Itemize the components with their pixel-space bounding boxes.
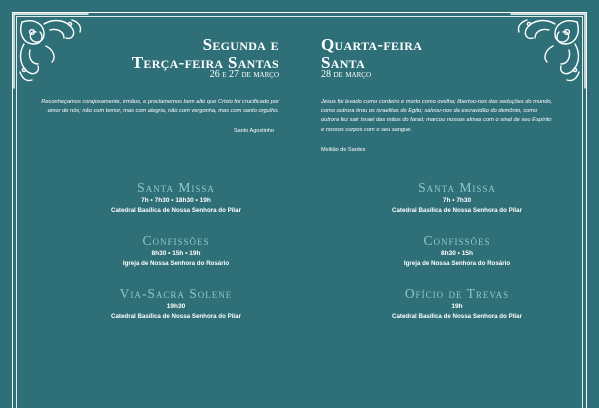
right-event-confissoes	[337, 233, 577, 268]
left-event-santa-missa	[56, 180, 296, 215]
event-title: Via-Sacra Solene	[119, 286, 233, 301]
right-quote: Jesus foi levado como cordeiro e morto como ovelha; libertou-nos das seduções do mundo, como outrora tirou os israelitas do Egito; salvou-nos da escravidão do demônio, como outrora fez sair Israel das mãos do faraó; marcou nossas almas com o sinal de seu Espírito e nossos corpos com o seu sangue.	[321, 99, 553, 133]
left-heading-line1: Segunda e	[202, 35, 279, 54]
right-event-oficio-de-trevas	[337, 286, 577, 321]
event-place: Catedral Basílica de Nossa Senhora do Pilar	[111, 313, 241, 320]
event-title: Ofício de Trevas	[404, 286, 510, 301]
event-place: Igreja de Nossa Senhora do Rosário	[122, 260, 230, 267]
event-place: Igreja de Nossa Senhora do Rosário	[403, 260, 511, 267]
event-title: Confissões	[423, 233, 491, 248]
corner-ornament-left-icon	[10, 10, 92, 92]
right-quote-author: Melitão de Sardes	[321, 147, 366, 153]
left-heading	[132, 36, 279, 72]
corner-ornament-right-icon	[507, 10, 589, 92]
right-date: 28 de março	[321, 69, 372, 80]
event-title: Confissões	[142, 233, 210, 248]
right-heading-line2: Santa	[321, 53, 366, 72]
event-times: 19h30	[166, 303, 186, 310]
right-heading-line1: Quarta-feira	[321, 35, 423, 54]
left-quote: Reconheçamos corajosamente, irmãos, e proclamemos bem alto que Cristo foi crucificado por amor de nós; não com temor, mas com alegria, não com vergonha, mas com santo orgulho.	[41, 99, 279, 115]
event-times: 19h	[451, 303, 463, 310]
right-event-santa-missa	[337, 180, 577, 215]
event-times: 8h30 • 15h	[441, 250, 473, 257]
event-times: 8h30 • 15h • 19h	[151, 250, 201, 257]
left-event-confissoes	[56, 233, 296, 268]
left-date: 26 e 27 de março	[209, 69, 279, 80]
left-event-via-sacra	[56, 286, 296, 321]
left-quote-author: Santo Agostinho	[233, 128, 274, 134]
event-place: Catedral Basílica de Nossa Senhora do Pilar	[392, 207, 522, 214]
event-times: 7h • 7h30	[442, 197, 472, 204]
event-title: Santa Missa	[137, 180, 215, 195]
left-heading-line2: Terça-feira Santas	[131, 53, 279, 72]
event-times: 7h • 7h30 • 18h30 • 19h	[141, 197, 211, 204]
event-title: Santa Missa	[418, 180, 496, 195]
right-heading	[321, 36, 422, 72]
event-place: Catedral Basílica de Nossa Senhora do Pilar	[392, 313, 522, 320]
event-place: Catedral Basílica de Nossa Senhora do Pilar	[111, 207, 241, 214]
